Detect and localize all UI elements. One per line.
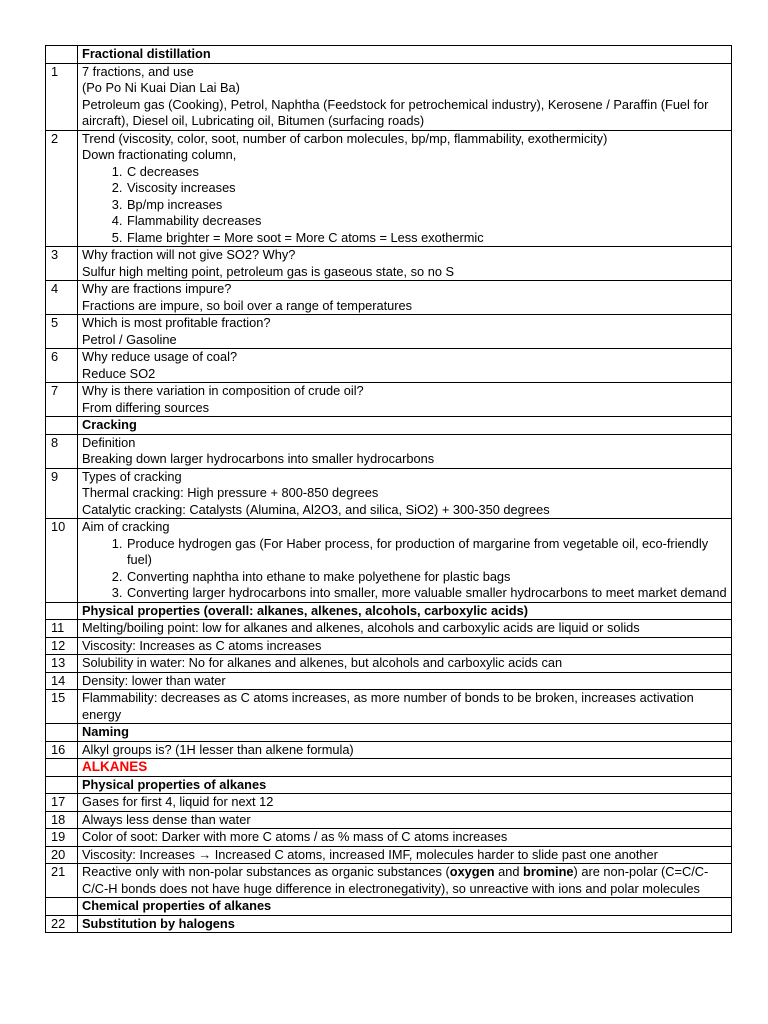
table-row: [46, 846, 732, 864]
row-content: [78, 672, 732, 690]
content-line: Viscosity: Increases as C atoms increases: [82, 637, 322, 653]
content-line: Breaking down larger hydrocarbons into smaller hydrocarbons: [82, 451, 435, 466]
section-header-row: [46, 898, 732, 916]
content-line: Fractions are impure, so boil over a range of temperatures: [82, 297, 413, 313]
table-row: [46, 434, 732, 468]
row-number: 16: [46, 741, 78, 759]
row-number: [46, 602, 78, 620]
section-header-row: [46, 46, 732, 64]
content-line: Why fraction will not give SO2? Why?: [82, 247, 296, 262]
text-segment: ) are non-polar (C=C/C-C/C-H bonds does not have huge difference in electronegativity), so unreactive with ions and polar molecules: [82, 864, 709, 896]
row-number: 12: [46, 637, 78, 655]
row-number: 6: [46, 349, 78, 383]
content-line: From differing sources: [82, 399, 210, 415]
row-number: 17: [46, 794, 78, 812]
row-number: [46, 898, 78, 916]
content-line: Petrol / Gasoline: [82, 331, 177, 347]
content-line: Catalytic cracking: Catalysts (Alumina, Al2O3, and silica, SiO2) + 300-350 degrees: [82, 501, 550, 517]
content-line: Which is most profitable fraction?: [82, 315, 271, 330]
row-number: 5: [46, 315, 78, 349]
row-content: [78, 620, 732, 638]
content-line: Sulfur high melting point, petroleum gas is gaseous state, so no S: [82, 263, 455, 279]
numbered-list: [82, 536, 727, 602]
table-row: [46, 281, 732, 315]
numbered-list: [82, 164, 727, 247]
row-content: [78, 247, 732, 281]
row-content: [78, 383, 732, 417]
table-row: [46, 315, 732, 349]
row-number: 1: [46, 63, 78, 130]
content-line: Always less dense than water: [82, 811, 251, 827]
content-line: Aim of cracking: [82, 519, 170, 534]
row-content: [78, 434, 732, 468]
row-number: 10: [46, 519, 78, 603]
table-row: [46, 655, 732, 673]
content-line: Definition: [82, 434, 136, 450]
table-row: [46, 794, 732, 812]
content-line: Why reduce usage of coal?: [82, 349, 238, 364]
row-content: [78, 690, 732, 724]
content-line: Reduce SO2: [82, 365, 156, 381]
row-number: 8: [46, 434, 78, 468]
content-line: Types of cracking: [82, 468, 182, 484]
list-item: 2. Converting naphtha into ethane to make polyethene for plastic bags: [126, 569, 727, 586]
list-item: 1. Produce hydrogen gas (For Haber process, for production of margarine from vegetable oil, eco-friendly fuel): [126, 536, 727, 569]
content-line: Down fractionating column,: [82, 147, 237, 162]
content-line: Alkyl groups is? (1H lesser than alkene formula): [82, 741, 354, 757]
row-number: [46, 776, 78, 794]
row-number: [46, 417, 78, 435]
content-line: 7 fractions, and use: [82, 63, 194, 79]
table-row: [46, 829, 732, 847]
row-content: [78, 794, 732, 812]
content-line: Gases for first 4, liquid for next 12: [82, 794, 274, 809]
row-number: 21: [46, 864, 78, 898]
row-content: [78, 130, 732, 247]
row-number: [46, 46, 78, 64]
row-number: 14: [46, 672, 78, 690]
bold-term: bromine: [523, 864, 574, 879]
section-header-row: [46, 915, 732, 933]
row-number: 2: [46, 130, 78, 247]
row-content: [78, 637, 732, 655]
table-row: [46, 383, 732, 417]
section-heading: Chemical properties of alkanes: [78, 898, 732, 916]
row-content: [78, 63, 732, 130]
row-number: 20: [46, 846, 78, 864]
list-item: 4. Flammability decreases: [126, 213, 727, 230]
text-segment: and: [494, 864, 524, 879]
row-content: [78, 519, 732, 603]
row-number: 15: [46, 690, 78, 724]
content-line: Trend (viscosity, color, soot, number of carbon molecules, bp/mp, flammability, exothermicity): [82, 130, 608, 146]
table-row: [46, 690, 732, 724]
table-row: [46, 130, 732, 247]
row-number: 9: [46, 468, 78, 519]
table-row: [46, 63, 732, 130]
section-header-row: [46, 602, 732, 620]
row-number: 7: [46, 383, 78, 417]
content-line: Flammability: decreases as C atoms increases, as more number of bonds to be broken, increases activation energy: [82, 690, 694, 722]
row-content: [78, 349, 732, 383]
notes-table-body: [46, 46, 732, 933]
row-content: [78, 655, 732, 673]
table-row: [46, 620, 732, 638]
content-line: Thermal cracking: High pressure + 800-850 degrees: [82, 485, 379, 500]
row-content: [78, 829, 732, 847]
table-row: [46, 864, 732, 898]
list-item: 3. Converting larger hydrocarbons into smaller, more valuable smaller hydrocarbons to meet market demand: [126, 585, 727, 602]
table-row: [46, 468, 732, 519]
notes-table: [45, 45, 732, 933]
row-content: [78, 468, 732, 519]
list-item: 3. Bp/mp increases: [126, 197, 727, 214]
row-number: 4: [46, 281, 78, 315]
section-heading: Cracking: [78, 417, 732, 435]
row-content: [78, 846, 732, 864]
table-row: [46, 349, 732, 383]
table-row: [46, 637, 732, 655]
row-number: [46, 759, 78, 777]
content-line: Petroleum gas (Cooking), Petrol, Naphtha (Feedstock for petrochemical industry), Kerosene / Paraffin (Fuel for aircraft), Diesel oil, Lubricating oil, Bitumen (surfacing roads): [82, 96, 709, 128]
bold-term: oxygen: [449, 864, 495, 879]
content-line: (Po Po Ni Kuai Dian Lai Ba): [82, 80, 240, 95]
row-number: [46, 724, 78, 742]
row-number: 18: [46, 811, 78, 829]
content-line: Why are fractions impure?: [82, 281, 232, 296]
table-row: [46, 811, 732, 829]
section-header-row: [46, 759, 732, 777]
table-row: [46, 247, 732, 281]
content-line: Viscosity: Increases → Increased C atoms, increased IMF, molecules harder to slide past one another: [82, 846, 658, 862]
row-content: [78, 741, 732, 759]
table-row: [46, 519, 732, 603]
list-item: 2. Viscosity increases: [126, 180, 727, 197]
row-content: [78, 315, 732, 349]
content-line: Why is there variation in composition of crude oil?: [82, 383, 364, 398]
content-line: Solubility in water: No for alkanes and alkenes, but alcohols and carboxylic acids can: [82, 655, 563, 670]
table-row: [46, 672, 732, 690]
section-header-row: [46, 724, 732, 742]
row-number: 22: [46, 915, 78, 933]
list-item: 5. Flame brighter = More soot = More C atoms = Less exothermic: [126, 230, 727, 247]
row-content: [78, 864, 732, 898]
row-content: [78, 811, 732, 829]
text-segment: Reactive only with non-polar substances as organic substances (: [82, 864, 450, 879]
row-number: 3: [46, 247, 78, 281]
section-heading: Physical properties of alkanes: [78, 776, 732, 794]
row-number: 19: [46, 829, 78, 847]
content-line: Density: lower than water: [82, 672, 226, 688]
section-heading: Naming: [78, 724, 732, 742]
list-item: 1. C decreases: [126, 164, 727, 181]
content-line: Color of soot: Darker with more C atoms / as % mass of C atoms increases: [82, 829, 508, 844]
section-heading: Fractional distillation: [78, 46, 732, 64]
section-header-row: [46, 776, 732, 794]
content-line: Melting/boiling point: low for alkanes and alkenes, alcohols and carboxylic acids are liquid or solids: [82, 620, 640, 635]
section-title-alkanes: ALKANES: [78, 759, 732, 777]
row-content: [78, 281, 732, 315]
section-header-row: [46, 417, 732, 435]
table-row: [46, 741, 732, 759]
row-number: 13: [46, 655, 78, 673]
section-heading: Substitution by halogens: [78, 915, 732, 933]
section-heading: Physical properties (overall: alkanes, alkenes, alcohols, carboxylic acids): [78, 602, 732, 620]
row-number: 11: [46, 620, 78, 638]
